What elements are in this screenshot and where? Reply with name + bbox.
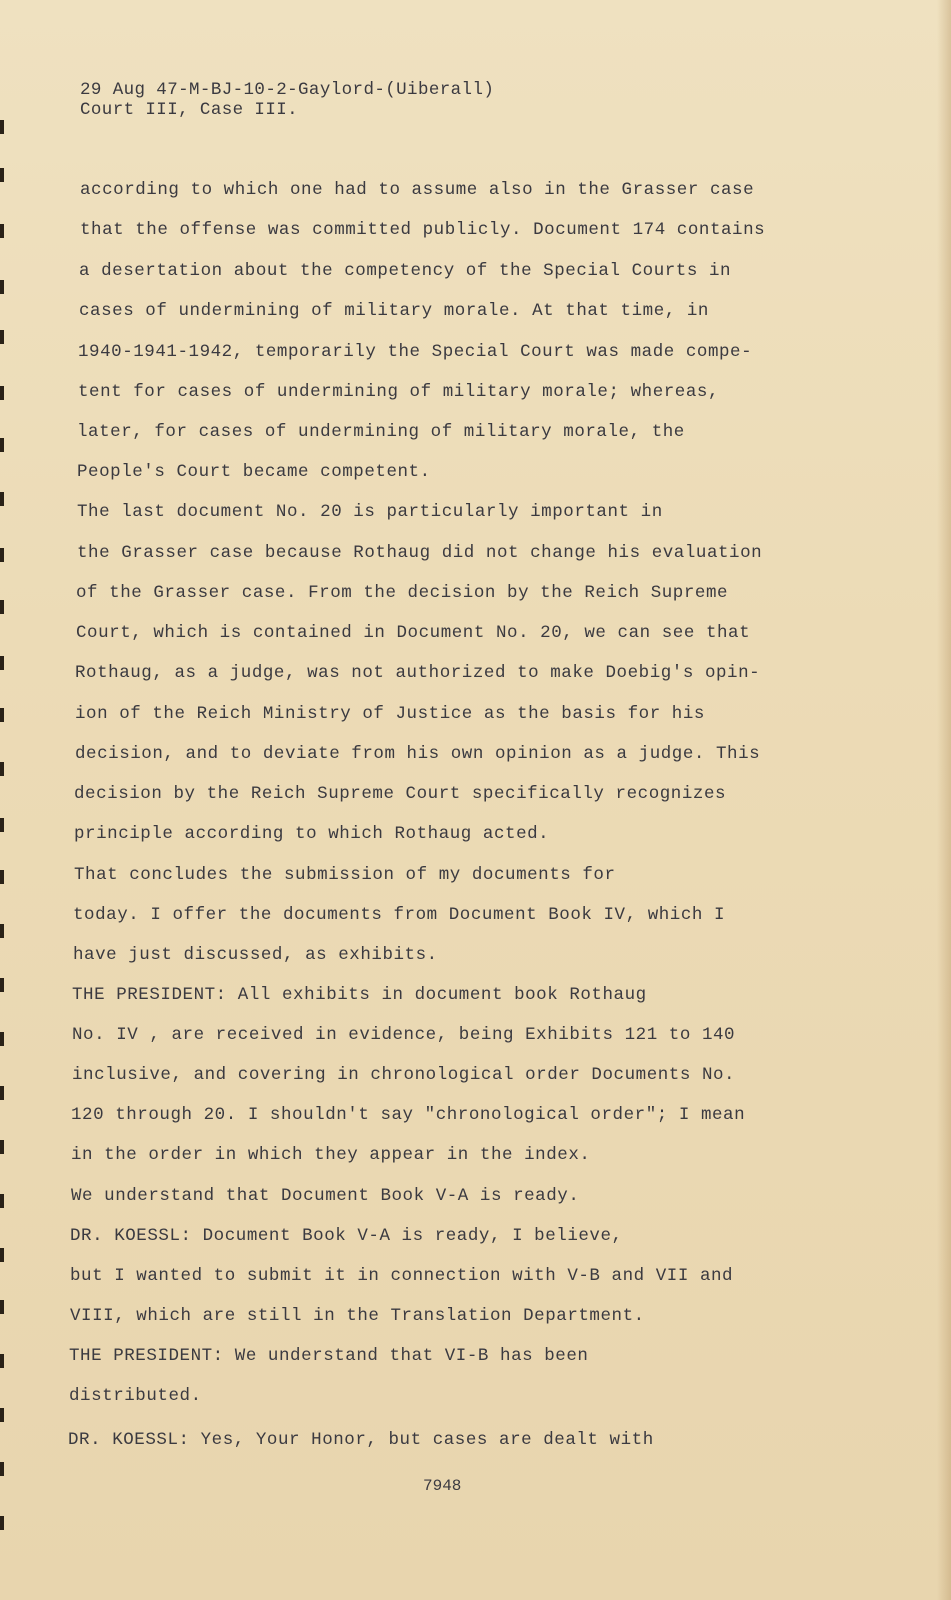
body-line: cases of undermining of military morale. At that time, in [79,301,709,321]
header-line-1: 29 Aug 47-M-BJ-10-2-Gaylord-(Uiberall) [80,80,495,100]
body-line: of the Grasser case. From the decision by the Reich Supreme [76,583,729,603]
body-line: DR. KOESSL: Document Book V-A is ready, I believe, [70,1226,623,1246]
body-line: That concludes the submission of my documents for [74,865,616,885]
body-line: inclusive, and covering in chronological order Documents No. [72,1065,736,1085]
body-line: according to which one had to assume also in the Grasser case [80,180,755,200]
body-line: have just discussed, as exhibits. [73,945,438,965]
body-line: principle according to which Rothaug acted. [74,824,550,844]
body-line: decision by the Reich Supreme Court specifically recognizes [74,784,727,804]
body-line: but I wanted to submit it in connection with V-B and VII and [70,1266,734,1286]
body-line: 120 through 20. I shouldn't say "chronological order"; I mean [71,1105,746,1125]
body-line: The last document No. 20 is particularly important in [77,502,663,522]
header-line-2: Court III, Case III. [80,100,299,120]
body-line: in the order in which they appear in the index. [71,1145,591,1165]
body-line: distributed. [69,1386,202,1406]
body-line: later, for cases of undermining of military morale, the [77,422,685,442]
body-line: tent for cases of undermining of military morale; whereas, [78,382,719,402]
body-line: decision, and to deviate from his own opinion as a judge. This [75,744,761,764]
body-line: the Grasser case because Rothaug did not change his evaluation [77,543,763,563]
body-line: that the offense was committed publicly. Document 174 contains [80,220,766,240]
body-line: People's Court became competent. [77,462,431,482]
body-line: THE PRESIDENT: All exhibits in document book Rothaug [72,985,647,1005]
body-line: VIII, which are still in the Translation Department. [70,1306,645,1326]
body-line: We understand that Document Book V-A is ready. [71,1186,580,1206]
body-line: 1940-1941-1942, temporarily the Special Court was made compe- [78,342,753,362]
body-line: today. I offer the documents from Document Book IV, which I [73,905,726,925]
body-line: No. IV , are received in evidence, being Exhibits 121 to 140 [72,1025,736,1045]
body-line: THE PRESIDENT: We understand that VI-B has been [69,1346,589,1366]
body-line: Rothaug, as a judge, was not authorized to make Doebig's opin- [75,663,761,683]
binding-marks [0,0,4,1600]
body-line: a desertation about the competency of the Special Courts in [79,261,732,281]
document-header [80,80,494,120]
page-edge-shadow [937,0,951,1600]
body-line: ion of the Reich Ministry of Justice as the basis for his [75,704,705,724]
body-line: Court, which is contained in Document No. 20, we can see that [76,623,751,643]
body-line: DR. KOESSL: Yes, Your Honor, but cases are dealt with [68,1430,654,1450]
page-number: 7948 [423,1477,462,1495]
